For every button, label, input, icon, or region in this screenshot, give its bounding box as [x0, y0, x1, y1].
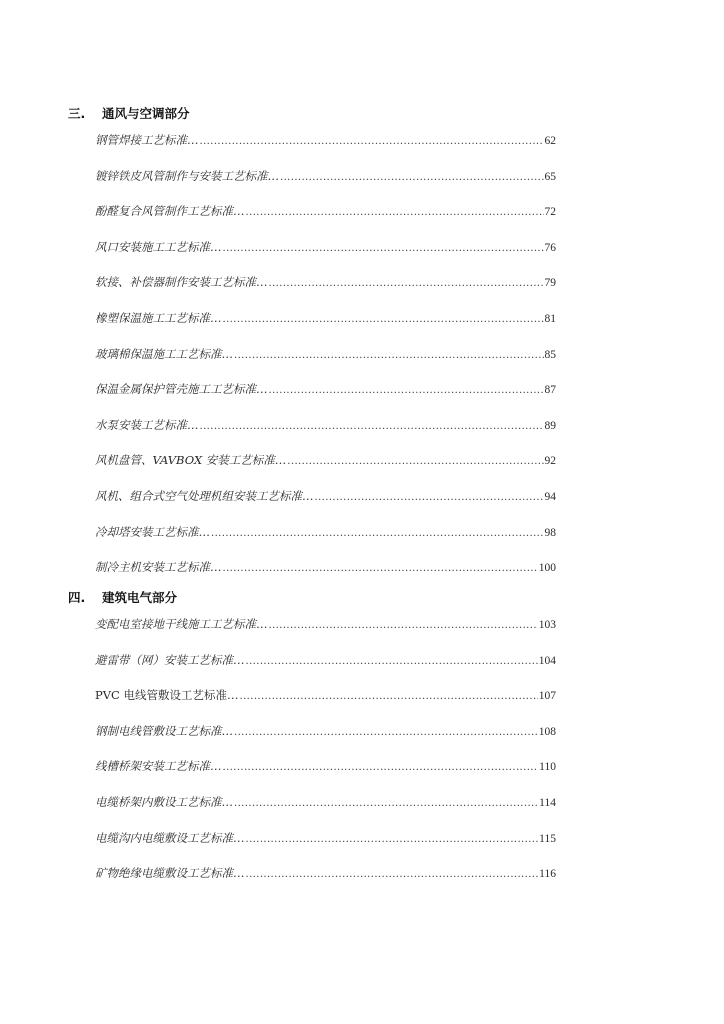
dot-leader [246, 656, 538, 667]
dot-leader [223, 314, 544, 325]
entry-title: 风机盘管、VAVBOX 安装工艺标准… [95, 453, 287, 468]
entry-title: 线槽桥架安装工艺标准… [95, 759, 222, 774]
dot-leader [269, 385, 544, 396]
dot-leader [240, 691, 538, 702]
entry-page-number: 115 [539, 832, 556, 845]
entry-page-number: 62 [544, 135, 556, 147]
toc-entry[interactable] [95, 830, 556, 866]
dot-leader [280, 172, 544, 183]
dot-leader [287, 456, 543, 467]
dot-leader [223, 563, 538, 574]
dot-leader [234, 727, 538, 738]
entry-page-number: 100 [538, 562, 556, 575]
toc-entry[interactable] [95, 687, 556, 723]
entry-title: 制冷主机安装工艺标准… [95, 560, 222, 575]
entry-title: 矿物绝缘电缆敷设工艺标准… [95, 866, 245, 881]
entry-page-number: 85 [544, 348, 556, 361]
entry-page-number: 72 [544, 206, 556, 219]
toc-entry[interactable] [95, 310, 556, 346]
toc-entry[interactable] [95, 168, 556, 204]
toc-entry[interactable] [95, 239, 556, 275]
toc-entry[interactable] [95, 794, 556, 830]
entry-page-number: 114 [539, 796, 556, 809]
toc-entry[interactable] [95, 346, 556, 382]
toc-entry[interactable] [95, 488, 556, 524]
toc-entry[interactable] [95, 203, 556, 239]
dot-leader [200, 421, 544, 432]
toc-entry[interactable] [95, 559, 556, 579]
entry-title: 风机、组合式空气处理机组安装工艺标准… [95, 488, 314, 503]
dot-leader [223, 243, 544, 254]
toc-entry[interactable] [95, 758, 556, 794]
entry-title: 玻璃棉保温施工工艺标准… [95, 346, 233, 361]
entry-title: 冷却塔安装工艺标准… [95, 524, 210, 539]
section-heading [68, 588, 628, 606]
entry-title: 保温金属保护管壳施工工艺标准… [95, 382, 268, 397]
toc-section-electrical [68, 588, 628, 885]
toc-entry[interactable] [95, 652, 556, 688]
entry-page-number: 107 [538, 690, 556, 703]
entry-title: 水泵安装工艺标准… [95, 417, 199, 432]
entry-page-number: 116 [539, 868, 556, 881]
entry-title: 镀锌铁皮风管制作与安装工艺标准… [95, 168, 279, 183]
entry-title: 钢制电线管敷设工艺标准… [95, 723, 233, 738]
toc-entry[interactable] [95, 452, 556, 488]
toc-entry[interactable] [95, 524, 556, 560]
dot-leader [211, 528, 544, 539]
entry-title: 酚醛复合风管制作工艺标准… [95, 204, 245, 219]
entry-title: 软接、补偿器制作安装工艺标准… [95, 275, 268, 290]
dot-leader [246, 207, 544, 218]
toc-entry[interactable] [95, 132, 556, 168]
toc-entry-list [95, 132, 556, 579]
dot-leader [246, 869, 539, 880]
entry-page-number: 103 [538, 619, 556, 631]
section-title: 通风与空调部分 [102, 106, 190, 121]
dot-leader [234, 798, 538, 809]
entry-page-number: 104 [538, 654, 556, 667]
dot-leader [234, 350, 544, 361]
toc-section-hvac [68, 104, 628, 579]
toc-entry[interactable] [95, 865, 556, 885]
dot-leader [269, 620, 538, 631]
entry-page-number: 94 [544, 490, 556, 503]
entry-page-number: 92 [544, 455, 556, 468]
entry-page-number: 110 [539, 761, 556, 774]
entry-page-number: 89 [544, 419, 556, 432]
entry-title: 变配电室接地干线施工工艺标准… [95, 617, 268, 631]
entry-title: 电缆沟内电缆敷设工艺标准… [95, 830, 245, 845]
entry-title: 橡塑保温施工工艺标准… [95, 310, 222, 325]
toc-entry[interactable] [95, 381, 556, 417]
entry-title: 避雷带（网）安装工艺标准… [95, 652, 245, 667]
dot-leader [223, 762, 539, 773]
entry-page-number: 79 [544, 277, 556, 290]
dot-leader [269, 278, 544, 289]
entry-title: PVC 电线管敷设工艺标准… [95, 688, 239, 703]
entry-page-number: 76 [544, 241, 556, 254]
entry-page-number: 87 [544, 384, 556, 397]
entry-page-number: 81 [544, 312, 556, 325]
dot-leader [200, 136, 544, 147]
toc-entry[interactable] [95, 274, 556, 310]
entry-title: 钢管焊接工艺标准… [95, 133, 199, 147]
toc-entry[interactable] [95, 723, 556, 759]
entry-title: 风口安装施工工艺标准… [95, 239, 222, 254]
section-number: 三. [68, 106, 86, 121]
section-heading [68, 104, 628, 122]
dot-leader [246, 834, 539, 845]
section-number: 四. [68, 590, 86, 605]
entry-title: 电缆桥架内敷设工艺标准… [95, 794, 233, 809]
dot-leader [315, 492, 544, 503]
entry-page-number: 108 [538, 725, 556, 738]
toc-entry[interactable] [95, 417, 556, 453]
entry-page-number: 65 [544, 170, 556, 183]
section-title: 建筑电气部分 [102, 590, 178, 605]
toc-entry-list [95, 616, 556, 885]
toc-entry[interactable] [95, 616, 556, 652]
entry-page-number: 98 [544, 526, 556, 539]
